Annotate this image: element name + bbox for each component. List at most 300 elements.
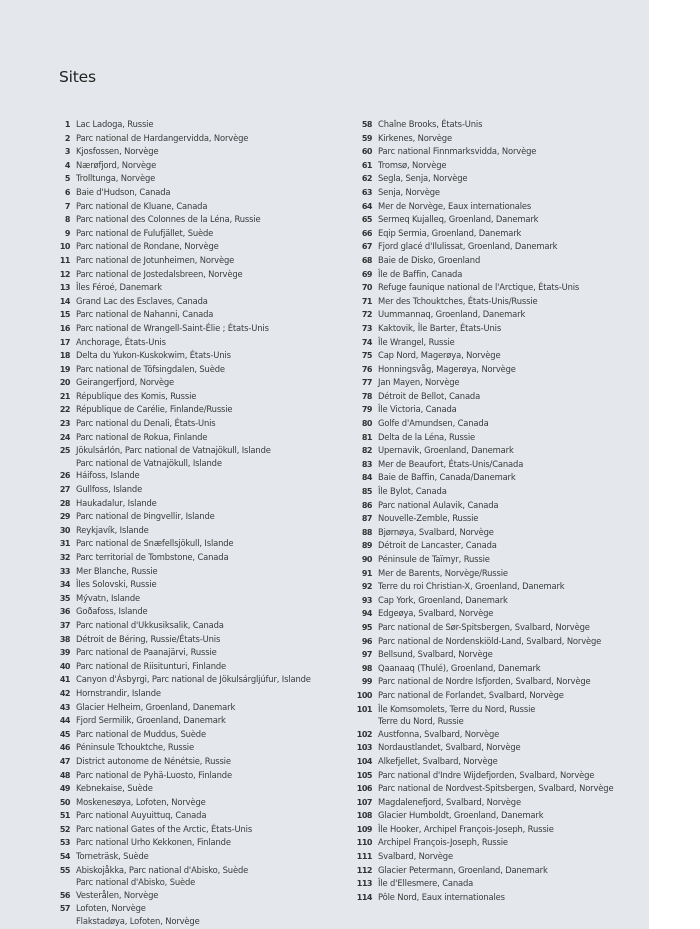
site-entry: [356, 499, 648, 513]
site-name: Kirkenes, Norvège: [378, 132, 452, 143]
site-names: [76, 403, 232, 416]
site-name: Parc national de Nordenskiöld-Land, Svalbard, Norvège: [378, 635, 602, 646]
site-names: [378, 823, 554, 836]
site-names: [378, 877, 473, 890]
site-names: [378, 512, 478, 525]
site-name: Nordaustlandet, Svalbard, Norvège: [378, 742, 521, 753]
site-name: Île Komsomolets, Terre du Nord, Russie: [378, 703, 536, 714]
site-names: [378, 539, 497, 552]
site-number: 25: [59, 446, 70, 456]
site-names: [378, 755, 498, 768]
site-name: Baie d'Hudson, Canada: [76, 186, 171, 197]
site-number: 87: [361, 514, 372, 524]
site-name: Grand Lac des Esclaves, Canada: [76, 295, 208, 306]
site-name: Refuge faunique national de l'Arctique, États-Unis: [378, 282, 580, 293]
site-names: [76, 118, 153, 131]
site-name: Lofoten, Norvège: [76, 903, 146, 914]
site-entry: [58, 281, 348, 295]
site-names: [76, 537, 233, 550]
site-number: 30: [59, 525, 70, 535]
site-name: Parc national Auyuittuq, Canada: [76, 810, 207, 821]
site-number: 54: [59, 852, 70, 862]
site-name: Île Victoria, Canada: [378, 404, 457, 415]
site-name: Détroit de Béring, Russie/États-Unis: [76, 633, 221, 644]
site-entry: [58, 809, 348, 823]
site-number: 35: [59, 593, 70, 603]
site-name: Jökulsárlón, Parc national de Vatnajökull, Islande: [76, 445, 271, 456]
site-names: [378, 390, 480, 403]
site-number: 100: [356, 690, 372, 700]
site-entry: [58, 322, 348, 336]
site-entry: [58, 741, 348, 755]
site-name: Parc national de Kluane, Canada: [76, 200, 208, 211]
site-entry: [58, 497, 348, 511]
site-names: [76, 660, 226, 673]
site-entry: [356, 580, 648, 594]
site-name: Parc national de Jotunheimen, Norvège: [76, 254, 235, 265]
site-name: Parc national de Nahanni, Canada: [76, 309, 214, 320]
site-entry: [58, 728, 348, 742]
site-name: Parc national de Wrangell-Saint-Élie ; États-Unis: [76, 322, 269, 333]
site-name: Vesterålen, Norvège: [76, 889, 159, 900]
site-number: 92: [361, 582, 372, 592]
site-name: Goðafoss, Islande: [76, 606, 148, 617]
site-number: 113: [356, 879, 372, 889]
site-name: Parc national de Nordre Isfjorden, Svalbard, Norvège: [378, 676, 591, 687]
site-entry: [58, 565, 348, 579]
site-number: 74: [361, 337, 372, 347]
site-names: [76, 850, 149, 863]
site-entry: [58, 687, 348, 701]
site-entry: [356, 809, 648, 823]
site-name: Segla, Senja, Norvège: [378, 173, 468, 184]
site-names: [76, 741, 194, 754]
site-names: [378, 891, 505, 904]
site-number: 33: [59, 566, 70, 576]
site-number: 106: [356, 784, 372, 794]
site-entry: [356, 755, 648, 769]
site-number: 29: [59, 512, 70, 522]
site-entry: [356, 417, 648, 431]
site-entry: [356, 200, 648, 214]
site-number: 43: [59, 702, 70, 712]
site-entry: [356, 675, 648, 689]
site-number: 37: [59, 620, 70, 630]
site-entry: [58, 782, 348, 796]
site-entry: [58, 390, 348, 404]
site-number: 70: [361, 283, 372, 293]
site-names: [378, 809, 543, 822]
site-name: Delta de la Léna, Russie: [378, 431, 476, 442]
site-entry: [58, 469, 348, 483]
site-number: 39: [59, 648, 70, 658]
site-name: Détroit de Bellot, Canada: [378, 390, 481, 401]
site-name: Nærøfjord, Norvège: [76, 159, 157, 170]
site-names: [76, 363, 225, 376]
site-name: Parc national de Töfsingdalen, Suède: [76, 363, 225, 374]
site-entry: [58, 227, 348, 241]
site-names: [76, 889, 158, 902]
site-number: 23: [59, 419, 70, 429]
site-entry: [356, 336, 648, 350]
site-names: [378, 621, 590, 634]
site-entry: [58, 823, 348, 837]
site-entry: [58, 836, 348, 850]
site-name: Anchorage, États-Unis: [76, 336, 166, 347]
site-entry: [58, 132, 348, 146]
site-number: 18: [59, 351, 70, 361]
site-name: Parc national de Sør-Spitsbergen, Svalbard, Norvège: [378, 621, 590, 632]
site-number: 50: [59, 797, 70, 807]
site-entry: [58, 850, 348, 864]
site-names: [378, 836, 508, 849]
site-name: Parc national de Þingvellir, Islande: [76, 511, 215, 522]
site-entry: [356, 308, 648, 322]
site-name: Fjord Sermilik, Groenland, Danemark: [76, 715, 226, 726]
site-names: [76, 417, 216, 430]
site-name: Lac Ladoga, Russie: [76, 119, 154, 129]
site-name: Îles Solovski, Russie: [76, 579, 157, 590]
site-entry: [356, 118, 648, 132]
site-entry: [58, 376, 348, 390]
site-name: Péninsule de Taïmyr, Russie: [378, 554, 490, 564]
site-entry: [356, 159, 648, 173]
site-number: 81: [361, 432, 372, 442]
site-number: 102: [356, 729, 372, 739]
site-names: [76, 444, 271, 469]
site-names: [76, 524, 149, 537]
site-number: 10: [59, 242, 70, 252]
site-name: District autonome de Nénétsie, Russie: [76, 755, 231, 766]
site-names: [378, 132, 452, 145]
site-number: 68: [361, 255, 372, 265]
site-name: Parc national de Paanajärvi, Russie: [76, 647, 217, 658]
site-number: 105: [356, 770, 372, 780]
site-name: Mer de Barents, Norvège/Russie: [378, 567, 508, 578]
site-names: [378, 782, 613, 795]
site-names: [378, 145, 536, 158]
site-name: Nouvelle-Zemble, Russie: [378, 513, 479, 524]
site-names: [378, 580, 565, 593]
site-entry: [356, 227, 648, 241]
site-entry: [58, 551, 348, 565]
site-entry: [356, 363, 648, 377]
site-entry: [356, 823, 648, 837]
site-entry: [58, 308, 348, 322]
site-names: [76, 565, 158, 578]
site-name: Glacier Helheim, Groenland, Danemark: [76, 701, 236, 712]
site-names: [378, 336, 455, 349]
site-name: République des Komis, Russie: [76, 390, 197, 401]
site-name: Baie de Baffin, Canada/Danemark: [378, 472, 516, 483]
site-entry: [356, 254, 648, 268]
site-number: 55: [59, 865, 70, 875]
site-entry: [356, 741, 648, 755]
site-entry: [356, 268, 648, 282]
site-names: [76, 551, 228, 564]
site-number: 69: [361, 269, 372, 279]
site-entry: [58, 864, 348, 889]
site-name: Parc national de Pyhä-Luosto, Finlande: [76, 769, 232, 780]
site-name: Parc national Aulavik, Canada: [378, 499, 499, 510]
site-name: Parc national Urho Kekkonen, Finlande: [76, 837, 231, 848]
site-number: 77: [361, 378, 372, 388]
site-names: [76, 673, 311, 686]
site-names: [378, 186, 440, 199]
site-names: [76, 469, 140, 482]
site-entry: [58, 363, 348, 377]
site-number: 20: [59, 378, 70, 388]
site-entry: [356, 728, 648, 742]
site-name: Eqip Sermia, Groenland, Danemark: [378, 227, 522, 238]
site-entry: [58, 268, 348, 282]
site-names: [378, 567, 508, 580]
site-number: 65: [361, 215, 372, 225]
site-name: Parc national d'Indre Wijdefjorden, Svalbard, Norvège: [378, 769, 595, 780]
site-name: Île Wrangel, Russie: [378, 336, 455, 347]
site-names: [378, 200, 531, 213]
site-name: Torneträsk, Suède: [76, 851, 149, 862]
site-names: [378, 662, 540, 675]
site-number: 89: [361, 541, 372, 551]
site-names: [378, 850, 453, 863]
site-entry: [58, 254, 348, 268]
site-entry: [356, 553, 648, 567]
site-entry: [356, 376, 648, 390]
site-name: Parc national de Jostedalsbreen, Norvège: [76, 268, 243, 279]
site-name: Qaanaaq (Thulé), Groenland, Danemark: [378, 662, 541, 673]
site-number: 11: [59, 255, 70, 265]
site-name: Parc national de Riisitunturi, Finlande: [76, 660, 227, 671]
site-names: [378, 363, 516, 376]
site-number: 26: [59, 471, 70, 481]
site-names: [378, 376, 459, 389]
site-names: [76, 755, 231, 768]
site-number: 22: [59, 405, 70, 415]
site-entry: [356, 512, 648, 526]
site-names: [378, 227, 521, 240]
site-number: 111: [356, 852, 372, 862]
site-entry: [356, 864, 648, 878]
site-names: [378, 648, 493, 661]
site-name: Terre du Nord, Russie: [378, 716, 464, 727]
site-entry: [58, 213, 348, 227]
site-name: Tromsø, Norvège: [378, 159, 447, 170]
site-names: [76, 701, 235, 714]
site-number: 48: [59, 770, 70, 780]
site-names: [378, 526, 494, 539]
site-number: 66: [361, 228, 372, 238]
site-name: Geirangerfjord, Norvège: [76, 377, 175, 388]
site-number: 9: [64, 228, 70, 238]
site-entry: [356, 539, 648, 553]
site-entry: [356, 213, 648, 227]
site-name: Kaktovik, Île Barter, États-Unis: [378, 322, 502, 333]
site-number: 95: [361, 622, 372, 632]
site-names: [378, 594, 508, 607]
site-entry: [58, 159, 348, 173]
site-names: [76, 864, 248, 889]
site-names: [76, 836, 231, 849]
site-entry: [356, 891, 648, 905]
site-name: Moskenesøya, Lofoten, Norvège: [76, 796, 206, 807]
site-name: Parc national Finnmarksvidda, Norvège: [378, 146, 537, 157]
site-entry: [356, 594, 648, 608]
site-name: Parc national de Vatnajökull, Islande: [76, 457, 222, 468]
site-name: Bellsund, Svalbard, Norvège: [378, 649, 493, 660]
site-names: [76, 240, 219, 253]
site-entry: [356, 526, 648, 540]
site-entry: [58, 537, 348, 551]
site-name: Bjørnøya, Svalbard, Norvège: [378, 526, 494, 537]
site-entry: [58, 619, 348, 633]
site-number: 109: [356, 824, 372, 834]
site-name: Détroit de Lancaster, Canada: [378, 540, 497, 551]
site-entry: [58, 755, 348, 769]
site-names: [76, 619, 224, 632]
site-name: Senja, Norvège: [378, 186, 440, 197]
site-number: 45: [59, 729, 70, 739]
site-name: Parc national de Fulufjället, Suède: [76, 227, 214, 238]
site-entry: [356, 782, 648, 796]
site-number: 80: [361, 419, 372, 429]
site-entry: [58, 172, 348, 186]
site-names: [76, 227, 213, 240]
page-title: Sites: [59, 68, 96, 86]
site-name: Fjord glacé d'Ilulissat, Groenland, Danemark: [378, 241, 558, 252]
site-name: Cap Nord, Magerøya, Norvège: [378, 350, 501, 361]
site-name: Île d'Ellesmere, Canada: [378, 878, 474, 889]
site-number: 72: [361, 310, 372, 320]
site-names: [378, 485, 447, 498]
site-names: [76, 497, 157, 510]
site-number: 12: [59, 269, 70, 279]
site-name: Reykjavík, Islande: [76, 524, 149, 535]
site-names: [378, 553, 490, 566]
site-name: Île de Baffin, Canada: [378, 268, 463, 279]
site-names: [76, 823, 252, 836]
site-entry: [58, 646, 348, 660]
site-names: [76, 782, 153, 795]
site-number: 56: [59, 890, 70, 900]
site-name: Parc national des Colonnes de la Léna, Russie: [76, 214, 261, 225]
site-number: 28: [59, 498, 70, 508]
site-name: Chaîne Brooks, États-Unis: [378, 119, 483, 129]
site-entry: [356, 635, 648, 649]
site-entry: [356, 796, 648, 810]
site-names: [378, 675, 591, 688]
site-names: [378, 159, 446, 172]
site-name: Trolltunga, Norvège: [76, 173, 156, 184]
site-name: Mer de Norvège, Eaux internationales: [378, 200, 532, 211]
site-entry: [356, 458, 648, 472]
site-entry: [58, 186, 348, 200]
site-entry: [58, 417, 348, 431]
site-entry: [58, 605, 348, 619]
site-name: Parc national de Muddus, Suède: [76, 728, 206, 739]
site-names: [378, 118, 482, 131]
site-names: [76, 510, 215, 523]
site-number: 59: [361, 133, 372, 143]
site-name: Île Bylot, Canada: [378, 486, 447, 497]
site-names: [76, 431, 207, 444]
site-names: [378, 444, 514, 457]
site-entry: [58, 633, 348, 647]
site-name: Parc national de Nordvest-Spitsbergen, Svalbard, Norvège: [378, 783, 614, 794]
site-entry: [356, 621, 648, 635]
site-names: [378, 703, 535, 728]
site-name: Svalbard, Norvège: [378, 851, 453, 862]
site-names: [378, 471, 516, 484]
site-names: [378, 689, 564, 702]
site-names: [76, 769, 232, 782]
site-number: 53: [59, 838, 70, 848]
site-entry: [58, 336, 348, 350]
site-names: [378, 349, 500, 362]
site-entry: [356, 703, 648, 728]
site-names: [76, 172, 155, 185]
site-names: [76, 646, 217, 659]
site-entry: [58, 701, 348, 715]
site-number: 44: [59, 716, 70, 726]
site-name: Haukadalur, Islande: [76, 497, 157, 508]
site-names: [378, 268, 462, 281]
site-entry: [58, 524, 348, 538]
site-entry: [58, 889, 348, 903]
site-number: 40: [59, 661, 70, 671]
site-number: 78: [361, 391, 372, 401]
site-names: [378, 635, 601, 648]
site-name: Archipel François-Joseph, Russie: [378, 837, 508, 848]
site-number: 49: [59, 784, 70, 794]
site-names: [76, 281, 162, 294]
site-name: Parc national d'Ukkusiksalik, Canada: [76, 619, 224, 630]
site-number: 8: [64, 215, 70, 225]
sites-list-right: [356, 118, 648, 904]
site-entry: [356, 240, 648, 254]
site-number: 83: [361, 459, 372, 469]
site-names: [378, 728, 499, 741]
site-names: [378, 172, 467, 185]
site-number: 17: [59, 337, 70, 347]
site-entry: [58, 592, 348, 606]
site-number: 97: [361, 650, 372, 660]
site-number: 13: [59, 283, 70, 293]
site-number: 21: [59, 391, 70, 401]
site-number: 103: [356, 743, 372, 753]
site-names: [378, 607, 493, 620]
sites-list-left: [58, 118, 348, 928]
site-name: Îles Féroé, Danemark: [76, 282, 162, 293]
site-number: 108: [356, 811, 372, 821]
site-number: 88: [361, 527, 372, 537]
site-names: [76, 145, 158, 158]
site-names: [76, 295, 208, 308]
site-entry: [58, 660, 348, 674]
site-names: [76, 186, 170, 199]
site-names: [76, 728, 206, 741]
site-names: [76, 390, 196, 403]
site-entry: [58, 769, 348, 783]
site-names: [76, 308, 213, 321]
site-entry: [356, 444, 648, 458]
site-names: [378, 240, 557, 253]
site-names: [76, 322, 269, 335]
site-names: [378, 796, 521, 809]
site-number: 32: [59, 553, 70, 562]
site-names: [378, 213, 538, 226]
site-name: Kjosfossen, Norvège: [76, 146, 159, 157]
